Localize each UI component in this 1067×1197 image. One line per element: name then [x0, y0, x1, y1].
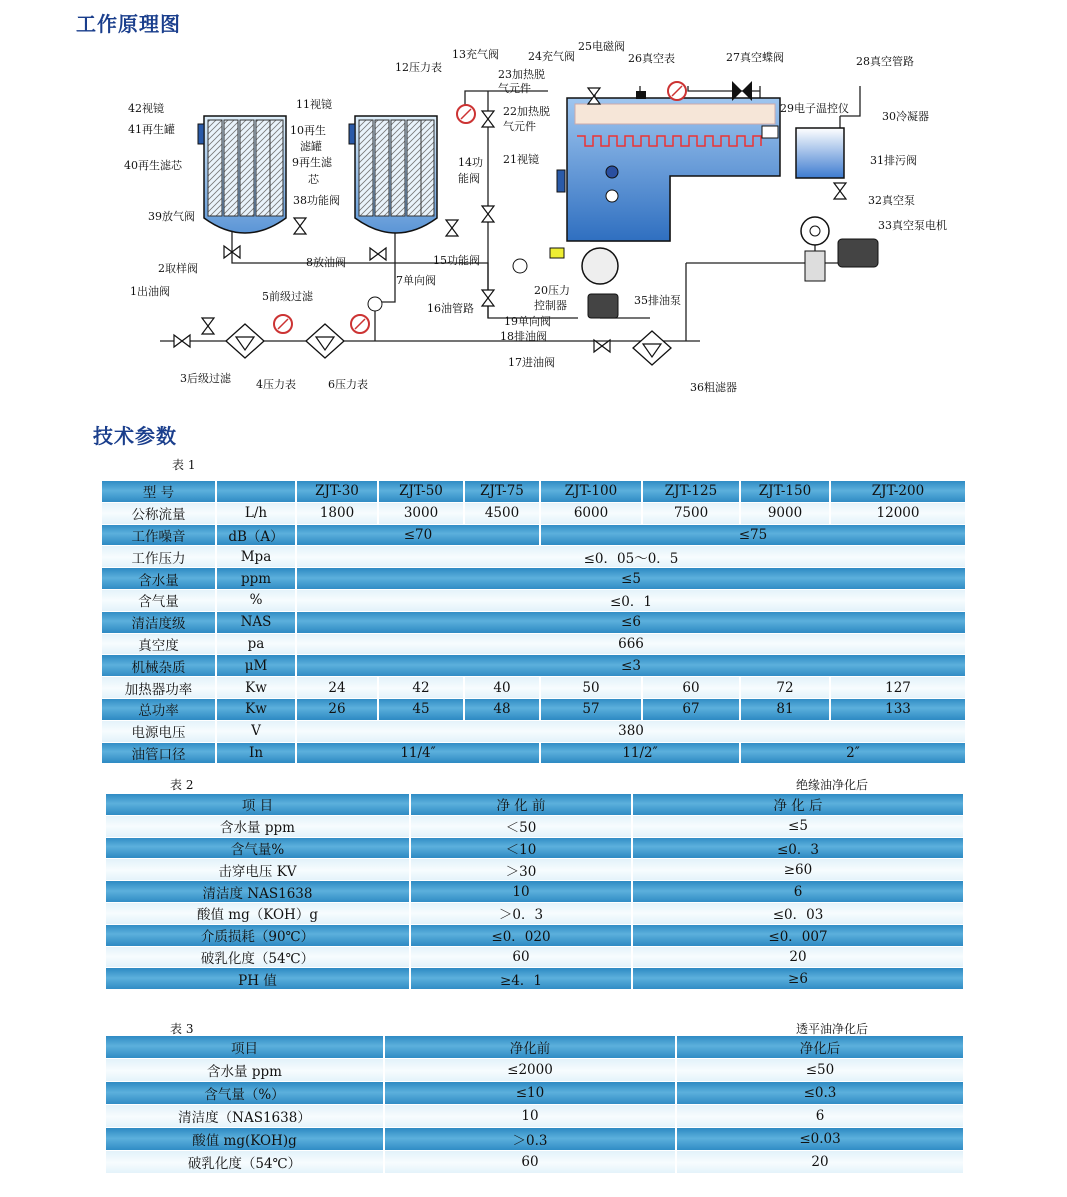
cell: 50 — [540, 677, 642, 699]
cell: 81 — [740, 698, 830, 720]
cell: ≤5 — [632, 815, 964, 837]
cell: 酸值 mg(KOH)g — [106, 1128, 384, 1151]
cell: ZJT-75 — [464, 481, 540, 502]
table-row — [106, 881, 964, 903]
table-row — [102, 524, 966, 546]
cell: 3000 — [378, 502, 464, 524]
cell: ＜10 — [410, 837, 632, 859]
label-20a: 20压力 — [534, 284, 570, 297]
cell: 介质损耗（90℃） — [106, 924, 410, 946]
cell: 清洁度级 — [102, 611, 216, 633]
cell: ppm — [216, 568, 296, 590]
label-21: 21视镜 — [503, 153, 539, 166]
label-18: 18排油阀 — [500, 330, 547, 343]
oil-pump — [582, 248, 618, 318]
label-20b: 控制器 — [534, 299, 567, 312]
cell: ≤5 — [296, 568, 966, 590]
cell: 6 — [632, 881, 964, 903]
cell: Mpa — [216, 546, 296, 568]
condenser — [796, 128, 844, 178]
table2-note: 绝缘油净化后 — [796, 778, 869, 792]
cell: pa — [216, 633, 296, 655]
cell: 破乳化度（54℃） — [106, 946, 410, 968]
label-12: 12压力表 — [395, 61, 442, 74]
cell: % — [216, 589, 296, 611]
cell: dB（A） — [216, 524, 296, 546]
table-row — [102, 589, 966, 611]
cell: 127 — [830, 677, 966, 699]
vacuum-tank — [557, 98, 780, 241]
spec-table-3 — [106, 1036, 965, 1174]
cell: 60 — [384, 1151, 676, 1174]
table-row — [106, 924, 964, 946]
cell: 57 — [540, 698, 642, 720]
cell: ≤2000 — [384, 1059, 676, 1082]
table-row — [102, 720, 966, 742]
table2-header-row — [106, 794, 964, 815]
cell: ≤0．020 — [410, 924, 632, 946]
spec-table-1 — [102, 481, 967, 764]
label-36: 36粗滤器 — [690, 381, 737, 394]
label-3: 3后级过滤 — [180, 372, 231, 385]
label-10b: 滤罐 — [300, 140, 322, 153]
cell: 型 号 — [102, 481, 216, 502]
section-title-diagram: 工作原理图 — [76, 12, 181, 36]
table1-caption: 表 1 — [172, 458, 196, 472]
cell: 11/4″ — [296, 742, 540, 764]
cell: ≤0.03 — [676, 1128, 964, 1151]
cell: 67 — [642, 698, 740, 720]
table3-header-row — [106, 1036, 964, 1059]
cell: NAS — [216, 611, 296, 633]
cell: ＞30 — [410, 859, 632, 881]
label-22a: 22加热脱 — [503, 105, 550, 118]
cell: ≤10 — [384, 1082, 676, 1105]
cell: 破乳化度（54℃） — [106, 1151, 384, 1174]
label-39: 39放气阀 — [148, 210, 195, 223]
cell: 666 — [296, 633, 966, 655]
cell: 公称流量 — [102, 502, 216, 524]
label-4: 4压力表 — [256, 378, 296, 391]
label-26: 26真空表 — [628, 52, 675, 65]
label-38: 38功能阀 — [293, 194, 340, 207]
cell: ≤50 — [676, 1059, 964, 1082]
table-row — [106, 1128, 964, 1151]
cell: ≥60 — [632, 859, 964, 881]
cell: ≤0．03 — [632, 902, 964, 924]
table1-header-row — [102, 481, 966, 502]
cell: 133 — [830, 698, 966, 720]
cell: 加热器功率 — [102, 677, 216, 699]
label-28: 28真空管路 — [856, 55, 914, 68]
label-1: 1出油阀 — [130, 285, 170, 298]
table-row — [102, 742, 966, 764]
cell: 工作压力 — [102, 546, 216, 568]
cell: ZJT-200 — [830, 481, 966, 502]
cell: 电源电压 — [102, 720, 216, 742]
cell: V — [216, 720, 296, 742]
cell: ≤70 — [296, 524, 540, 546]
label-42: 42视镜 — [128, 102, 164, 115]
cell: 净化后 — [676, 1036, 964, 1059]
cell: 净化前 — [384, 1036, 676, 1059]
cell: ZJT-150 — [740, 481, 830, 502]
label-35: 35排油泵 — [634, 294, 681, 307]
cell: 9000 — [740, 502, 830, 524]
label-5: 5前级过滤 — [262, 290, 313, 303]
spec-table-2 — [106, 794, 965, 990]
label-9a: 9再生滤 — [292, 156, 332, 169]
table-row — [106, 859, 964, 881]
cell: ZJT-30 — [296, 481, 378, 502]
cell: 60 — [410, 946, 632, 968]
table-row — [106, 902, 964, 924]
cell: 项目 — [106, 1036, 384, 1059]
label-16: 16油管路 — [427, 302, 474, 315]
cell: ≤6 — [296, 611, 966, 633]
label-22b: 气元件 — [503, 120, 536, 133]
cell: 工作噪音 — [102, 524, 216, 546]
cell: 6000 — [540, 502, 642, 524]
cell: 40 — [464, 677, 540, 699]
cell: 1800 — [296, 502, 378, 524]
cell: ＞0．3 — [410, 902, 632, 924]
cell: 含气量（%） — [106, 1082, 384, 1105]
label-15: 15功能阀 — [433, 254, 480, 267]
label-17: 17进油阀 — [508, 356, 555, 369]
cell: Kw — [216, 677, 296, 699]
label-29: 29电子温控仪 — [780, 102, 849, 115]
cell: ≤0．3 — [632, 837, 964, 859]
cell: 7500 — [642, 502, 740, 524]
cell: In — [216, 742, 296, 764]
table-row — [106, 815, 964, 837]
cell: 45 — [378, 698, 464, 720]
regen-tank-left — [198, 116, 286, 233]
cell: 含气量% — [106, 837, 410, 859]
label-23b: 气元件 — [498, 82, 531, 95]
label-14b: 能阀 — [458, 172, 480, 185]
label-13: 13充气阀 — [452, 48, 499, 61]
cell: ≤75 — [540, 524, 966, 546]
cell: Kw — [216, 698, 296, 720]
cell: 真空度 — [102, 633, 216, 655]
cell: 24 — [296, 677, 378, 699]
cell: 12000 — [830, 502, 966, 524]
cell — [216, 481, 296, 502]
table3-note: 透平油净化后 — [796, 1022, 869, 1036]
cell: ≤3 — [296, 655, 966, 677]
cell: 72 — [740, 677, 830, 699]
label-8: 8放油阀 — [306, 256, 346, 269]
label-11: 11视镜 — [296, 98, 332, 111]
cell: 机械杂质 — [102, 655, 216, 677]
cell: μM — [216, 655, 296, 677]
cell: ≤0．1 — [296, 589, 966, 611]
cell: ≤0．007 — [632, 924, 964, 946]
label-40: 40再生滤芯 — [124, 159, 182, 172]
label-19: 19单向阀 — [504, 315, 551, 328]
label-2: 2取样阀 — [158, 262, 198, 275]
table3-caption: 表 3 — [170, 1022, 194, 1036]
table2-caption: 表 2 — [170, 778, 194, 792]
cell: 酸值 mg（KOH）g — [106, 902, 410, 924]
label-10a: 10再生 — [290, 124, 326, 137]
cell: ＜50 — [410, 815, 632, 837]
label-24: 24充气阀 — [528, 50, 575, 63]
cell: 4500 — [464, 502, 540, 524]
cell: PH 值 — [106, 968, 410, 990]
cell: 48 — [464, 698, 540, 720]
label-41: 41再生罐 — [128, 123, 175, 136]
cell: 净 化 后 — [632, 794, 964, 815]
table-row — [102, 502, 966, 524]
cell: ≥4．1 — [410, 968, 632, 990]
cell: 26 — [296, 698, 378, 720]
cell: 项 目 — [106, 794, 410, 815]
table-row — [102, 633, 966, 655]
table-row — [102, 546, 966, 568]
cell: 油管口径 — [102, 742, 216, 764]
label-31: 31排污阀 — [870, 154, 917, 167]
cell: 60 — [642, 677, 740, 699]
cell: 2″ — [740, 742, 966, 764]
section-title-specs: 技术参数 — [93, 424, 177, 448]
label-7: 7单向阀 — [396, 274, 436, 287]
cell: 10 — [410, 881, 632, 903]
cell: 含水量 ppm — [106, 1059, 384, 1082]
cell: 击穿电压 KV — [106, 859, 410, 881]
label-25: 25电磁阀 — [578, 40, 625, 53]
label-23a: 23加热脱 — [498, 68, 545, 81]
regen-tank-right — [349, 116, 437, 233]
cell: 20 — [676, 1151, 964, 1174]
working-principle-diagram — [0, 36, 1067, 406]
table-row — [106, 1105, 964, 1128]
label-30: 30冷凝器 — [882, 110, 929, 123]
table-row — [106, 1151, 964, 1174]
cell: 6 — [676, 1105, 964, 1128]
cell: ZJT-125 — [642, 481, 740, 502]
cell: 380 — [296, 720, 966, 742]
cell: 含水量 — [102, 568, 216, 590]
label-14a: 14功 — [458, 156, 483, 169]
cell: 含水量 ppm — [106, 815, 410, 837]
label-33: 33真空泵电机 — [878, 219, 947, 232]
table-row — [106, 837, 964, 859]
table-row — [106, 946, 964, 968]
label-27: 27真空蝶阀 — [726, 51, 784, 64]
table-row — [106, 1059, 964, 1082]
table-row — [102, 677, 966, 699]
cell: 总功率 — [102, 698, 216, 720]
cell: ZJT-100 — [540, 481, 642, 502]
cell: 42 — [378, 677, 464, 699]
table-row — [102, 568, 966, 590]
cell: 净 化 前 — [410, 794, 632, 815]
cell: ZJT-50 — [378, 481, 464, 502]
cell: 清洁度 NAS1638 — [106, 881, 410, 903]
table-row — [102, 655, 966, 677]
table-row — [106, 1082, 964, 1105]
vacuum-pump — [801, 217, 878, 281]
cell: ≤0．05～0．5 — [296, 546, 966, 568]
cell: 10 — [384, 1105, 676, 1128]
cell: ≤0.3 — [676, 1082, 964, 1105]
table-row — [106, 968, 964, 990]
label-9b: 芯 — [308, 173, 319, 186]
cell: ＞0.3 — [384, 1128, 676, 1151]
cell: 11/2″ — [540, 742, 740, 764]
table-row — [102, 698, 966, 720]
label-6: 6压力表 — [328, 378, 368, 391]
cell: 20 — [632, 946, 964, 968]
cell: 清洁度（NAS1638） — [106, 1105, 384, 1128]
table-row — [102, 611, 966, 633]
cell: 含气量 — [102, 589, 216, 611]
label-32: 32真空泵 — [868, 194, 915, 207]
cell: L/h — [216, 502, 296, 524]
cell: ≥6 — [632, 968, 964, 990]
